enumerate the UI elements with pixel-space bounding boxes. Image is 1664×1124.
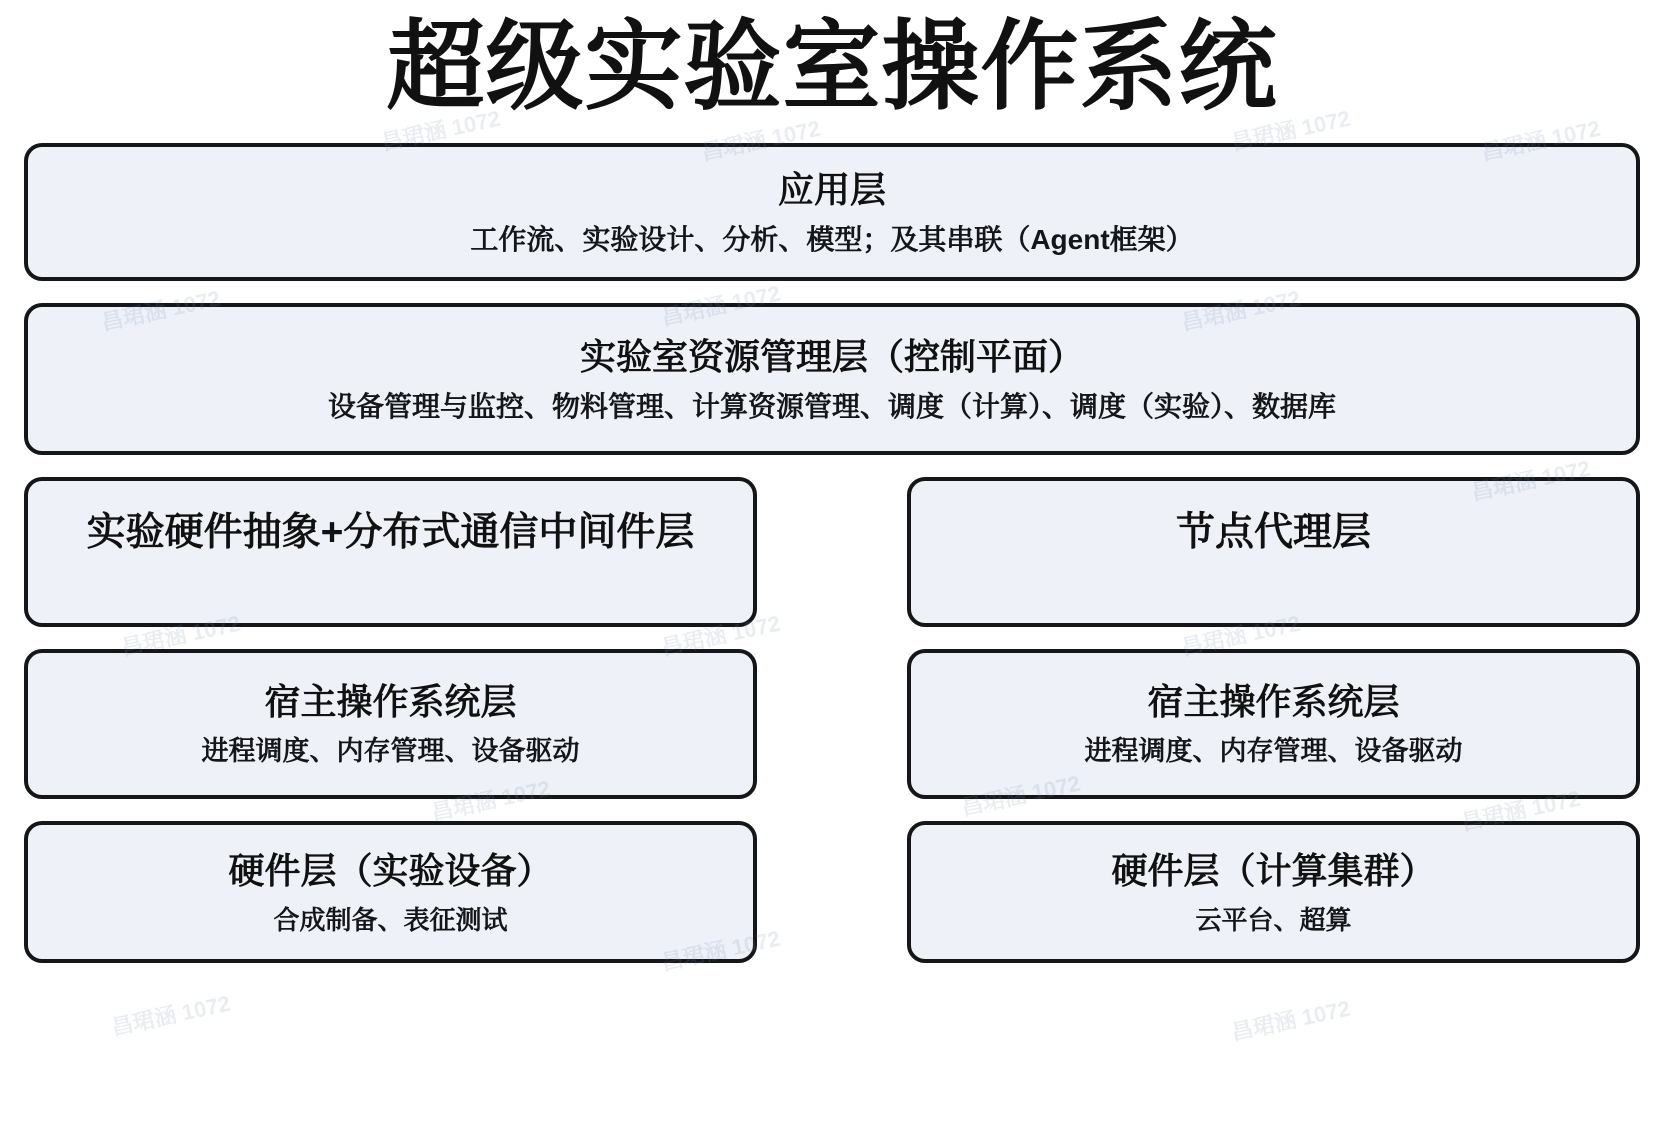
hardware-layer-compute-cluster-title: 硬件层（计算集群） xyxy=(1111,849,1436,891)
watermark-text: 昌珺涵 1072 xyxy=(1178,610,1303,661)
hardware-layer-compute-cluster-box xyxy=(907,821,1640,963)
host-os-layer-right-title: 宿主操作系统层 xyxy=(1147,681,1400,723)
application-layer-box xyxy=(24,143,1640,281)
watermark-text: 昌珺涵 1072 xyxy=(1228,105,1353,156)
hardware-layer-lab-equipment-box xyxy=(24,821,757,963)
hardware-layer-compute-cluster-subtitle: 云平台、超算 xyxy=(1195,904,1352,935)
host-os-layer-left-title: 宿主操作系统层 xyxy=(264,681,517,723)
watermark-text: 昌珺涵 1072 xyxy=(118,610,243,661)
node-agent-layer-title: 节点代理层 xyxy=(1175,511,1371,555)
watermark-text: 昌珺涵 1072 xyxy=(108,990,233,1041)
application-layer-subtitle: 工作流、实验设计、分析、模型；及其串联（Agent框架） xyxy=(470,224,1194,256)
lab-resource-management-layer-box xyxy=(24,303,1640,455)
host-os-row xyxy=(24,649,1640,799)
hardware-layer-lab-equipment-subtitle: 合成制备、表征测试 xyxy=(273,904,508,935)
watermark-text: 昌珺涵 1072 xyxy=(378,105,503,156)
watermark-text: 昌珺涵 1072 xyxy=(428,775,553,826)
diagram-canvas xyxy=(0,4,1664,1124)
host-os-layer-right-subtitle: 进程调度、内存管理、设备驱动 xyxy=(1084,735,1463,766)
watermark-text: 昌珺涵 1072 xyxy=(658,610,783,661)
host-os-layer-left-subtitle: 进程调度、内存管理、设备驱动 xyxy=(201,735,580,766)
host-os-layer-left-box xyxy=(24,649,757,799)
page-title: 超级实验室操作系统 xyxy=(386,11,1278,121)
application-layer-title: 应用层 xyxy=(777,168,886,210)
watermark-text: 昌珺涵 1072 xyxy=(1228,995,1353,1046)
hardware-abstraction-layer-title: 实验硬件抽象+分布式通信中间件层 xyxy=(86,511,695,555)
watermark-text: 昌珺涵 1072 xyxy=(1478,115,1603,166)
hardware-row xyxy=(24,821,1640,963)
hardware-layer-lab-equipment-title: 硬件层（实验设备） xyxy=(228,849,553,891)
watermark-text: 昌珺涵 1072 xyxy=(698,115,823,166)
lab-resource-management-layer-subtitle: 设备管理与监控、物料管理、计算资源管理、调度（计算）、调度（实验）、数据库 xyxy=(327,391,1336,423)
hardware-abstraction-layer-box xyxy=(24,477,757,627)
layer-stack xyxy=(24,143,1640,963)
watermark-text: 昌珺涵 1072 xyxy=(1458,785,1583,836)
lab-resource-management-layer-title: 实验室资源管理层（控制平面） xyxy=(579,335,1084,377)
middleware-row xyxy=(24,477,1640,627)
host-os-layer-right-box xyxy=(907,649,1640,799)
node-agent-layer-box xyxy=(907,477,1640,627)
